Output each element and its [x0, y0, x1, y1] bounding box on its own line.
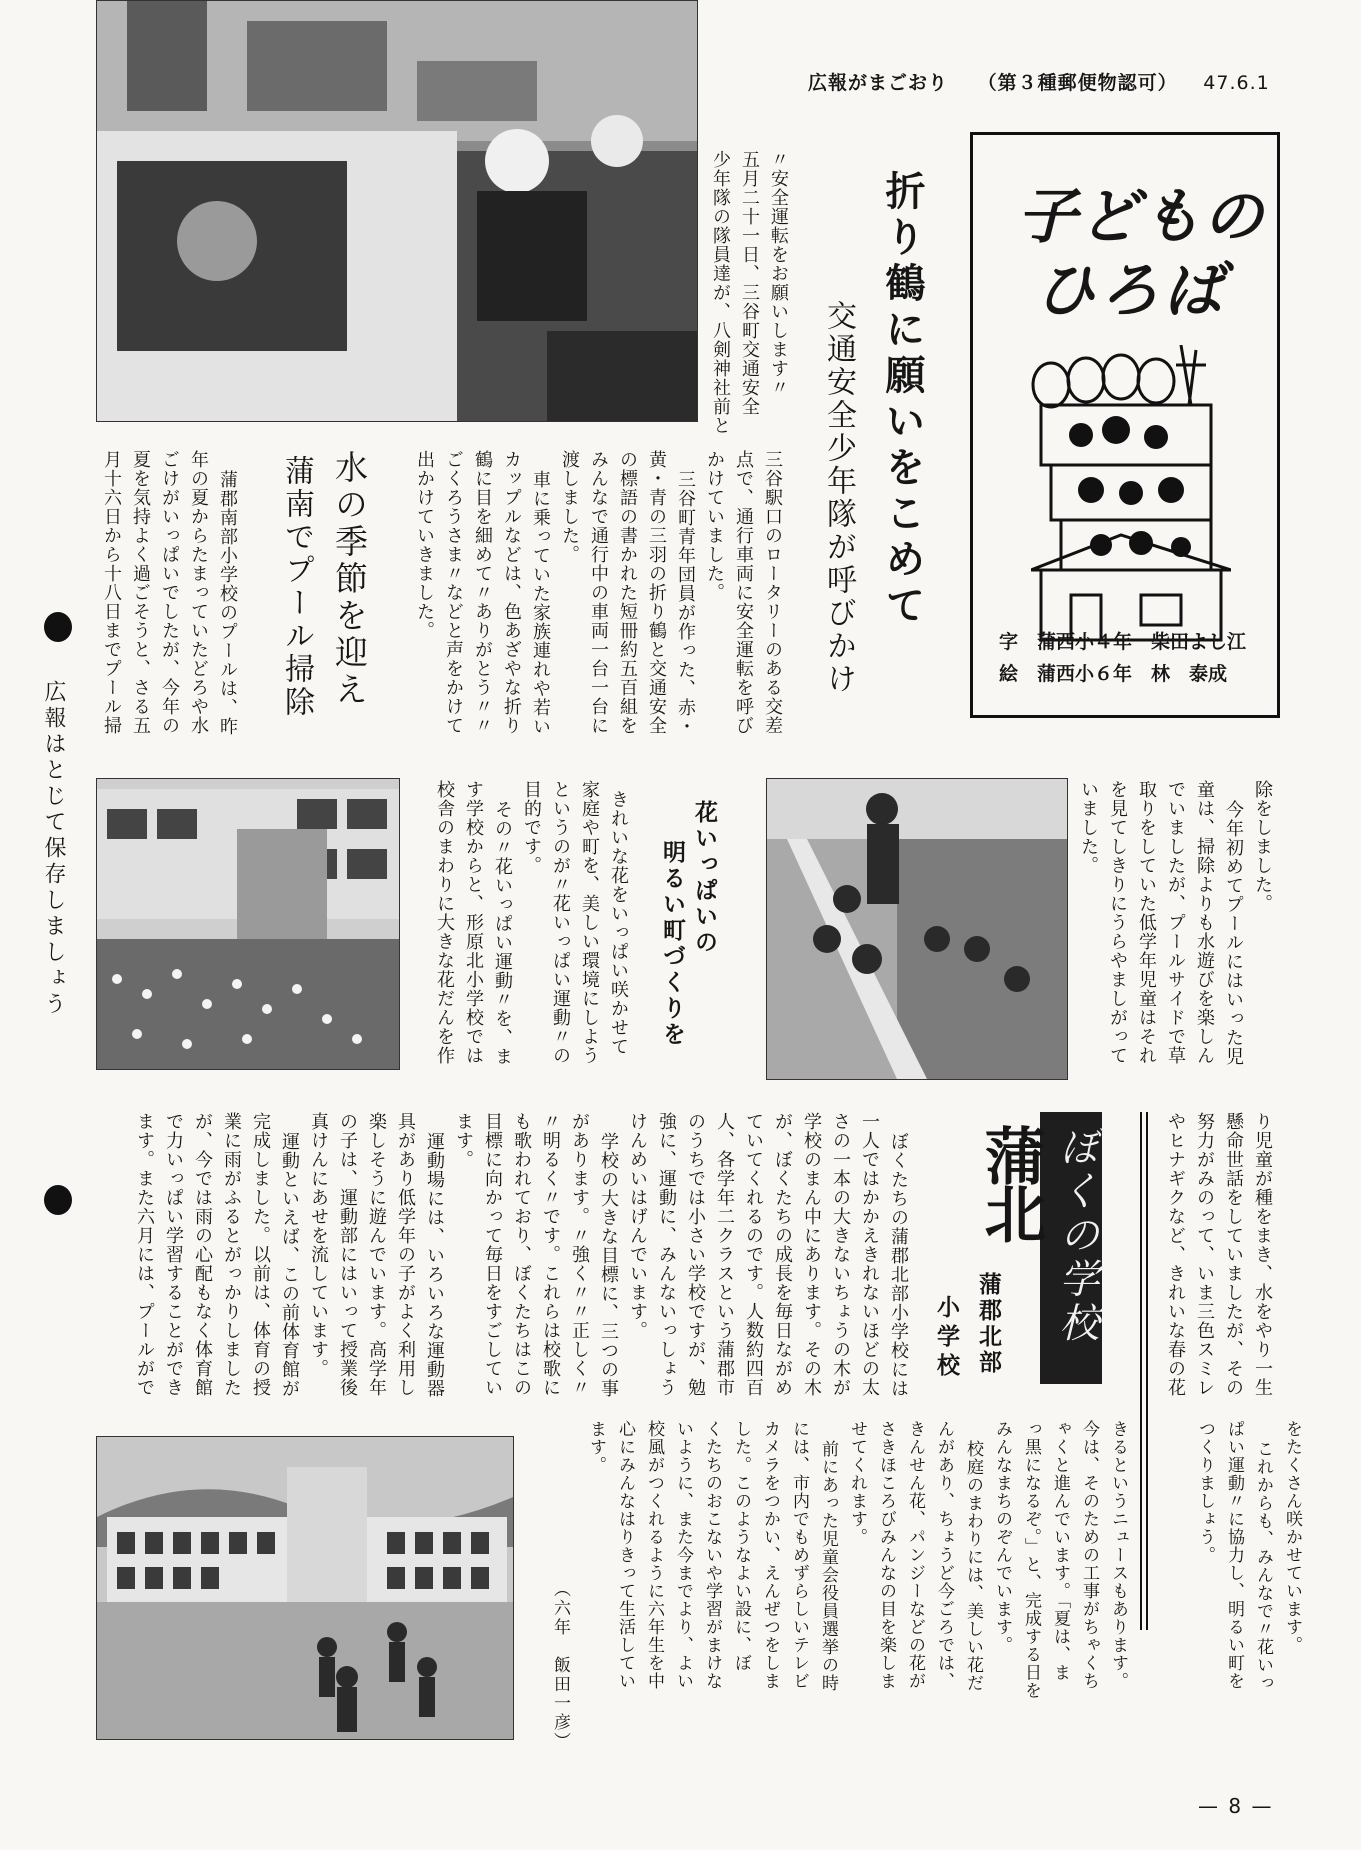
binding-hole-top-icon	[44, 612, 72, 642]
side-note: 広報はとじて保存しましょう	[41, 680, 66, 1018]
cranes-col-8: の標語の書かれた短冊約五百組を	[617, 450, 638, 735]
flowers-cont-col-5: これからも、みんなで〃花いっ	[1253, 1440, 1273, 1692]
masthead-title: 広報がまごおり	[808, 72, 949, 94]
school-a-col-14: 目標に向かって毎日をすごしてい	[482, 1112, 503, 1397]
school-a-col-18: 楽しそうに遊んでいます。高学年	[366, 1112, 387, 1397]
binding-hole-bottom-icon	[44, 1185, 72, 1215]
school-b-col-14: くたちのおこないや学習がまけな	[702, 1420, 722, 1690]
photo-traffic-safety-image	[97, 1, 697, 421]
flowers-col-2: というのが〃花いっぱい運動〃の	[550, 780, 571, 1065]
school-a-col-20: 真けんにあせを流しています。	[308, 1112, 329, 1378]
school-a-col-1: 一人ではかかえきれないほどの太	[859, 1112, 880, 1397]
cranes-col-10: 渡しました。	[559, 450, 580, 564]
photo-flower-bed-image	[97, 779, 399, 1069]
masthead	[808, 68, 1270, 95]
school-big-name: 蒲北	[974, 1124, 1047, 1240]
school-b-col-4: みんなまちのぞんでいます。	[992, 1420, 1012, 1654]
pool-cont-col-1: 今年初めてプールにはいった児	[1223, 800, 1244, 1066]
cranes-subhead: 交通安全少年隊が呼びかけ	[821, 300, 856, 696]
school-type: 小学校	[933, 1295, 959, 1382]
school-a-col-21: 運動といえば、この前体育館が	[279, 1132, 300, 1398]
cranes-col-14: ごくろうさま〃などと声をかけて	[443, 450, 464, 735]
flowers-cont-col-1: 懸命世話をしていましたが、その	[1223, 1112, 1244, 1397]
pool-col-1: 年の夏からたまっていたどろや水	[188, 450, 209, 735]
house-drawing-icon	[1031, 345, 1231, 645]
cranes-col-5: かけていました。	[704, 450, 725, 602]
school-tag: ぼくの学校	[1053, 1126, 1099, 1346]
cranes-col-11: 車に乗っていた家族連れや若い	[530, 470, 551, 736]
pool-cont-col-2: 童は、掃除よりも水遊びを楽しん	[1194, 780, 1215, 1065]
school-b-col-9: せてくれます。	[847, 1420, 867, 1546]
school-a-col-17: 具があり低学年の子がよく利用し	[395, 1112, 416, 1397]
school-a-col-7: のうちでは小さい学校ですが、勉	[685, 1112, 706, 1397]
school-b-col-12: カメラをつかい、えんぜつをしま	[760, 1420, 780, 1690]
school-a-col-3: 学校のまん中にあります。その木	[801, 1112, 822, 1397]
flowers-col-1: 家庭や町を、美しい環境にしよう	[579, 780, 600, 1065]
cranes-col-1: 五月二十一日、三谷町交通安全	[739, 150, 760, 416]
school-a-col-24: が、今では雨の心配もなく体育館	[192, 1112, 213, 1397]
pool-cont-col-0: 除をしました。	[1252, 780, 1273, 913]
flowers-cont-col-4: をたくさん咲かせています。	[1282, 1420, 1302, 1654]
flowers-cont-col-7: つくりましょう。	[1195, 1420, 1215, 1564]
school-b-col-2: ゃくと進んでいます。「夏は、ま	[1050, 1420, 1070, 1682]
pool-cont-col-6: いました。	[1078, 780, 1099, 875]
school-a-col-0: ぼくたちの蒲郡北部小学校には	[888, 1132, 909, 1398]
cranes-col-2: 少年隊の隊員達が、八剣神社前と	[710, 150, 731, 435]
flowers-cont-col-0: り児童が種をまき、水をやり一生	[1252, 1112, 1273, 1397]
school-b-col-5: 校庭のまわりには、美しい花だ	[963, 1440, 983, 1692]
school-b-col-6: んがあり、ちょうど今ごろでは、	[934, 1420, 954, 1690]
school-b-col-18: ます。	[586, 1420, 606, 1474]
school-b-col-0: きるというニュースもあります。	[1108, 1420, 1128, 1690]
photo-flower-bed	[96, 778, 400, 1070]
school-a-col-26: ます。また六月には、プールがで	[134, 1112, 155, 1397]
school-a-col-23: 業に雨がふるとがっかりしました	[221, 1112, 242, 1397]
school-a-col-16: 運動場には、いろいろな運動器	[424, 1132, 445, 1398]
school-b-col-7: きんせん花、パンジーなどの花が	[905, 1420, 925, 1690]
school-b-col-16: 校風がつくれるように六年生を中	[644, 1420, 664, 1690]
pool-cont-col-4: 取りをしていた低学年児童はそれ	[1136, 780, 1157, 1065]
masthead-date: 47.6.1	[1203, 72, 1270, 94]
cranes-col-4: 点で、通行車両に安全運転を呼び	[733, 450, 754, 735]
cranes-headline: 折り鶴に願いをこめて	[879, 170, 926, 630]
cranes-col-6: 三谷町青年団員が作った、赤・	[675, 470, 696, 736]
school-name: 蒲郡北部	[975, 1272, 1001, 1376]
cranes-col-9: みんなで通行中の車両一台一台に	[588, 450, 609, 735]
school-a-col-6: 人、各学年二クラスという蒲郡市	[714, 1112, 735, 1397]
flowers-cont-col-3: やヒナギクなど、きれいな春の花	[1165, 1112, 1186, 1397]
kids-box-credit-pic: 絵 蒲西小６年 林 泰成	[999, 663, 1228, 685]
school-b-col-15: いように、また今までより、よい	[673, 1420, 693, 1690]
pool-col-0: 蒲郡南部小学校のプールは、昨	[217, 470, 238, 736]
photo-traffic-safety	[96, 0, 698, 422]
cranes-col-7: 黄・青の三羽の折り鶴と交通安全	[646, 450, 667, 735]
school-b-col-8: さきほころびみんなの目を楽しま	[876, 1420, 896, 1690]
flowers-cont-col-2: 努力がみのって、いま三色スミレ	[1194, 1112, 1215, 1397]
cranes-col-13: 鶴に目を細めて〃ありがとう〃〃	[472, 450, 493, 735]
school-author: （六年 飯田一彦）	[550, 1580, 570, 1751]
cranes-col-12: カップルなどは、色あざやな折り	[501, 450, 522, 735]
photo-pool-cleaning-image	[767, 779, 1067, 1079]
flowers-headline2: 明るい町づくりを	[659, 840, 685, 1048]
cranes-col-15: 出かけていきました。	[414, 450, 435, 640]
kids-box-credit-char: 字 蒲西小４年 柴田よし江	[999, 631, 1247, 653]
flowers-col-6: 校舎のまわりに大きな花だんを作	[434, 780, 455, 1065]
school-b-col-3: っ黒になるぞ。」と、完成する日を	[1021, 1420, 1041, 1700]
cranes-col-0: 〃安全運転をお願いします〃	[768, 150, 789, 397]
school-b-col-10: 前にあった児童会役員選挙の時	[818, 1440, 838, 1692]
school-b-col-17: 心にみんなはりきって生活してい	[615, 1420, 635, 1690]
kids-box-title-line2: ひろば	[1035, 256, 1227, 326]
photo-school-building	[96, 1436, 514, 1740]
masthead-permit: （第３種郵便物認可）	[977, 72, 1178, 94]
flowers-col-5: す学校からと、形原北小学校では	[463, 780, 484, 1065]
school-a-col-4: が、ぼくたちの成長を毎日ながめ	[772, 1112, 793, 1397]
school-b-col-1: 今は、そのための工事がちゃくち	[1079, 1420, 1099, 1690]
flowers-col-0: きれいな花をいっぱい咲かせて	[608, 790, 629, 1056]
school-a-col-2: さの一本の大きないちょうの木が	[830, 1112, 851, 1397]
school-b-col-11: には、市内でもめずらしいテレビ	[789, 1420, 809, 1690]
flowers-cont-col-6: ぱい運動〃に協力し、明るい町を	[1224, 1420, 1244, 1690]
school-a-col-25: で力いっぱい学習することができ	[163, 1112, 184, 1397]
school-a-col-8: 強に、運動に、みんないっしょう	[656, 1112, 677, 1397]
pool-cont-col-5: を見てしきりにうらやましがって	[1107, 780, 1128, 1065]
cranes-col-3: 三谷駅口のロータリーのある交差	[762, 450, 783, 735]
pool-cont-col-3: でいましたが、プールサイドで草	[1165, 780, 1186, 1065]
page-number: — 8 —	[1198, 1794, 1274, 1818]
flowers-col-3: 目的です。	[521, 780, 542, 875]
school-a-col-9: けんめいはげんでいます。	[627, 1112, 648, 1340]
school-a-col-5: ていてくれるのです。人数約四百	[743, 1112, 764, 1397]
pool-col-3: 夏を気持よく過ごそうと、さる五	[130, 450, 151, 735]
school-a-col-13: も歌われており、ぼくたちはこの	[511, 1112, 532, 1397]
school-rule	[1140, 1112, 1148, 1630]
school-a-col-19: の子は、運動部にはいって授業後	[337, 1112, 358, 1397]
school-a-col-11: があります。〃強く〃〃正しく〃	[569, 1112, 590, 1397]
photo-school-building-image	[97, 1437, 513, 1739]
school-a-col-10: 学校の大きな目標に、三つの事	[598, 1132, 619, 1398]
school-a-col-22: 完成しました。以前は、体育の授	[250, 1112, 271, 1397]
kids-box-title-line1: 子どもの	[1017, 182, 1265, 252]
school-a-col-15: ます。	[453, 1112, 474, 1169]
school-a-col-12: 〃明るく〃です。これらは校歌に	[540, 1112, 561, 1397]
pool-headline2: 蒲南でプール掃除	[279, 455, 314, 719]
pool-col-2: ごけがいっぱいでしたが、今年の	[159, 450, 180, 735]
pool-headline1: 水の季節を迎え	[330, 450, 369, 709]
photo-pool-cleaning	[766, 778, 1068, 1080]
flowers-col-4: その〃花いっぱい運動〃を、ま	[492, 800, 513, 1066]
flowers-headline1: 花いっぱいの	[691, 800, 717, 956]
pool-col-4: 月十六日から十八日までプール掃	[101, 450, 122, 735]
kids-box	[970, 132, 1280, 718]
school-b-col-13: した。このようなよい設に、ぼ	[731, 1420, 751, 1672]
